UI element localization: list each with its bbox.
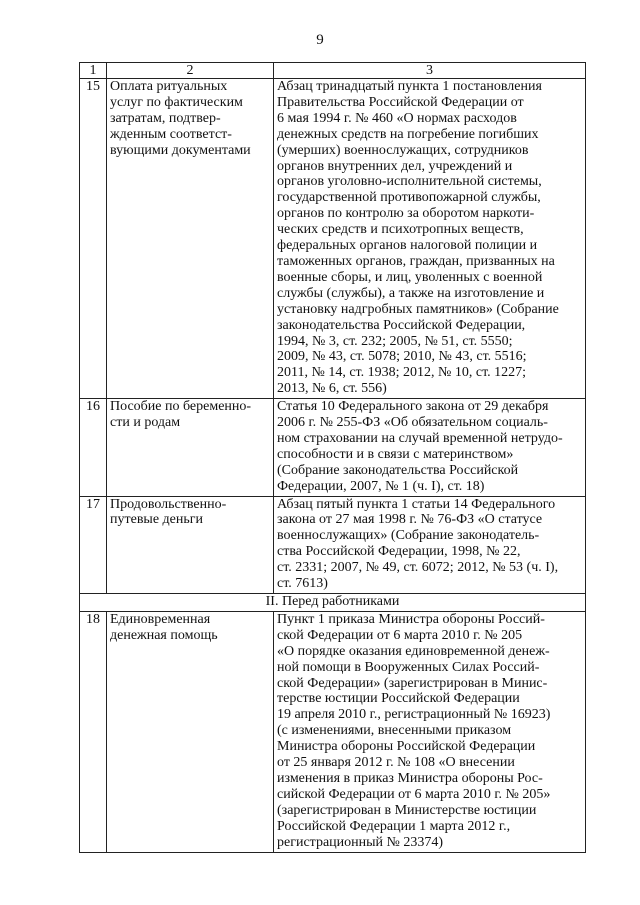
legal-basis-line: федеральных органов налоговой полиции и <box>277 238 538 254</box>
legal-basis-line: государственной противопожарной службы, <box>277 190 541 206</box>
legal-basis-line: закона от 27 мая 1998 г. № 76-ФЗ «О статусе <box>277 512 543 528</box>
row-number-cell <box>80 611 107 852</box>
payment-name-line: Единовременная <box>110 611 211 627</box>
legal-basis-line: терстве юстиции Российской Федерации <box>277 691 520 707</box>
legal-basis-line: ст. 7613) <box>277 576 328 592</box>
payment-name-line: Продовольственно- <box>110 496 227 512</box>
legal-basis-line: денежных средств на погребение погибших <box>277 126 539 142</box>
column-header-1: 1 <box>80 63 107 79</box>
legal-basis-line: ческих средств и психотропных веществ, <box>277 222 524 238</box>
table-row <box>80 79 586 399</box>
legal-basis-line: установку надгробных памятников» (Собрание <box>277 301 559 317</box>
payment-name-cell <box>107 79 274 399</box>
legal-basis-line: Статья 10 Федерального закона от 29 декабря <box>277 399 549 415</box>
legal-basis-line: Министра обороны Российской Федерации <box>277 739 536 755</box>
payment-name-line: вующими документами <box>110 142 251 158</box>
section-row <box>80 594 586 612</box>
legal-basis-line: 2009, № 43, ст. 5078; 2010, № 43, ст. 5516; <box>277 349 527 365</box>
legal-basis-line: 1994, № 3, ст. 232; 2005, № 51, ст. 5550; <box>277 333 513 349</box>
payment-name-line: услуг по фактическим <box>110 94 243 110</box>
legal-basis-line: (умерших) военнослужащих, сотрудников <box>277 142 529 158</box>
table-row <box>80 611 586 852</box>
legal-basis-line: ства Российской Федерации, 1998, № 22, <box>277 544 521 560</box>
legal-basis-line: 2011, № 14, ст. 1938; 2012, № 10, ст. 1227; <box>277 365 527 381</box>
legal-basis-cell <box>274 611 586 852</box>
row-number-cell <box>80 399 107 496</box>
payment-name-cell <box>107 399 274 496</box>
legal-basis-line: 6 мая 1994 г. № 460 «О нормах расходов <box>277 110 517 126</box>
payment-name-cell <box>107 611 274 852</box>
payments-table <box>79 62 586 853</box>
legal-basis-line: службы (службы), а также на изготовление и <box>277 285 545 301</box>
legal-basis-line: ской Федерации» (зарегистрирован в Минис- <box>277 675 548 691</box>
legal-basis-line: Российской Федерации 1 марта 2012 г., <box>277 818 511 834</box>
legal-basis-line: таможенных органов, граждан, призванных на <box>277 253 555 269</box>
header-row <box>80 63 586 79</box>
legal-basis-line: 2013, № 6, ст. 556) <box>277 381 387 397</box>
legal-basis-line: 19 апреля 2010 г., регистрационный № 16923) <box>277 707 551 723</box>
legal-basis-line: «О порядке оказания единовременной денеж- <box>277 643 550 659</box>
legal-basis-line: Пункт 1 приказа Министра обороны Россий- <box>277 611 545 627</box>
row-number: 18 <box>86 611 100 627</box>
legal-basis-line: ной помощи в Вооруженных Силах Россий- <box>277 659 540 675</box>
legal-basis-line: органов уголовно-исполнительной системы, <box>277 174 542 190</box>
table-row <box>80 399 586 496</box>
legal-basis-cell <box>274 496 586 593</box>
payment-name-line: Оплата ритуальных <box>110 79 228 94</box>
page-number: 9 <box>316 32 324 48</box>
legal-basis-line: (Собрание законодательства Российской <box>277 462 519 478</box>
payment-name-line: затратам, подтвер- <box>110 110 221 126</box>
legal-basis-line: Абзац тринадцатый пункта 1 постановления <box>277 79 542 94</box>
row-number: 15 <box>86 79 100 94</box>
section-title: II. Перед работниками <box>80 594 586 612</box>
legal-basis-line: (с изменениями, внесенными приказом <box>277 723 512 739</box>
row-number-cell <box>80 79 107 399</box>
legal-basis-line: законодательства Российской Федерации, <box>277 317 526 333</box>
legal-basis-line: ст. 2331; 2007, № 49, ст. 6072; 2012, № 53 (ч. I), <box>277 560 559 576</box>
legal-basis-line: (зарегистрирован в Министерстве юстиции <box>277 802 537 818</box>
legal-basis-cell <box>274 79 586 399</box>
legal-basis-line: способности и в связи с материнством» <box>277 446 514 462</box>
legal-basis-line: Правительства Российской Федерации от <box>277 94 524 110</box>
legal-basis-line: ном страховании на случай временной нетрудо- <box>277 430 563 446</box>
legal-basis-line: органов по контролю за оборотом наркоти- <box>277 206 535 222</box>
payment-name-line: путевые деньги <box>110 512 204 528</box>
legal-basis-cell <box>274 399 586 496</box>
column-header-3: 3 <box>274 63 586 79</box>
payment-name-line: жденным соответст- <box>110 126 232 142</box>
table-row <box>80 496 586 593</box>
row-number: 17 <box>86 496 100 512</box>
legal-basis-line: от 25 января 2012 г. № 108 «О внесении <box>277 755 515 771</box>
table-body <box>80 63 586 853</box>
payment-name-line: сти и родам <box>110 415 181 431</box>
column-header-2: 2 <box>107 63 274 79</box>
row-number: 16 <box>86 399 100 415</box>
legal-basis-line: 2006 г. № 255-ФЗ «Об обязательном социаль- <box>277 415 548 431</box>
legal-basis-line: Абзац пятый пункта 1 статьи 14 Федерального <box>277 496 556 512</box>
legal-basis-line: органов внутренних дел, учреждений и <box>277 158 513 174</box>
legal-basis-line: изменения в приказ Министра обороны Рос- <box>277 770 543 786</box>
payment-name-line: Пособие по беременно- <box>110 399 252 415</box>
legal-basis-line: Федерации, 2007, № 1 (ч. I), ст. 18) <box>277 478 485 494</box>
legal-basis-line: регистрационный № 23374) <box>277 834 444 850</box>
row-number-cell <box>80 496 107 593</box>
payment-name-cell <box>107 496 274 593</box>
legal-basis-line: сийской Федерации от 6 марта 2010 г. № 205» <box>277 786 551 802</box>
legal-basis-line: военные сборы, и лиц, уволенных с военной <box>277 269 543 285</box>
payment-name-line: денежная помощь <box>110 627 218 643</box>
legal-basis-line: ской Федерации от 6 марта 2010 г. № 205 <box>277 627 523 643</box>
legal-basis-line: военнослужащих» (Собрание законодатель- <box>277 528 540 544</box>
